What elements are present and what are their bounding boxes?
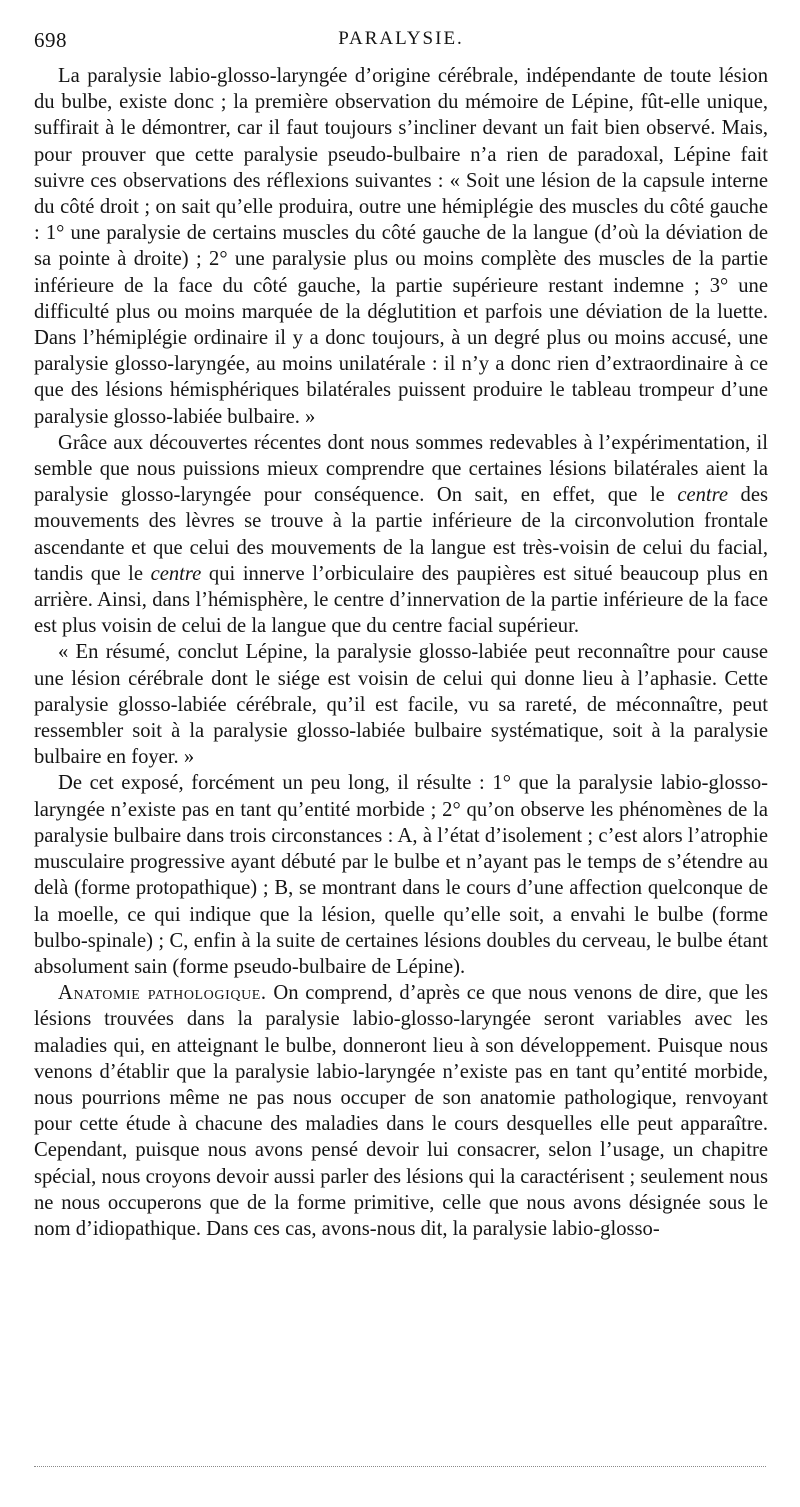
paragraph-5-text: On comprend, d’après ce que nous venons de dire, que les lésions trouvées dans la paralysie labio-glosso-laryngée seront variables avec les maladies qui, en atteignant le bulbe, donneront lieu à son développement. Puisque nous venons d’établir que la paralysie labio-laryngée n’existe pas en tant qu’entité morbide, nous pourrions même ne pas nous occuper de son anatomie pathologique, renvoyant pour cette étude à chacune des maladies dans le cours desquelles elle peut apparaître. Cependant, puisque nous avons pensé devoir lui consacrer, selon l’usage, un chapitre spécial, nous croyons devoir aussi parler des lésions qui la caractérisent ; seulement nous ne nous occuperons que de la forme primitive, celle que nous avons désignée sous le nom d’idiopathique. Dans ces cas, avons-nous dit, la paralysie labio-glosso- — [34, 982, 768, 1240]
paragraph-4: De cet exposé, forcément un peu long, il résulte : 1° que la paralysie labio-glosso-laryngée n’existe pas en tant qu’entité morbide ; 2° qu’on observe les phénomènes de la paralysie bulbaire dans trois circonstances : A, à l’état d’isolement ; c’est alors l’atrophie musculaire progressive ayant débuté par le bulbe et n’ayant pas le temps de s’étendre au delà (forme protopathique) ; B, se montrant dans le cours d’une affection quelconque de la moelle, ce qui indique que la lésion, quelle qu’elle soit, a envahi le bulbe (forme bulbo-spinale) ; C, enfin à la suite de certaines lésions doubles du cerveau, le bulbe étant absolument sain (forme pseudo-bulbaire de Lépine). — [34, 772, 768, 978]
paragraph-1: La paralysie labio-glosso-laryngée d’origine cérébrale, indépendante de toute lésion du bulbe, existe donc ; la première observation du mémoire de Lépine, fût-elle unique, suffirait à le démontrer, car il faut toujours s’incliner devant un fait bien observé. Mais, pour prouver que cette paralysie pseudo-bulbaire n’a rien de paradoxal, Lépine fait suivre ces observations des réflexions suivantes : « Soit une lésion de la capsule interne du côté droit ; on sait qu’elle produira, outre une hémiplégie des muscles du côté gauche : 1° une paralysie de certains muscles du côté gauche de la langue (d’où la déviation de sa pointe à droite) ; 2° une paralysie plus ou moins complète des muscles de la partie inférieure de la face du côté gauche, la partie supérieure restant indemne ; 3° une difficulté plus ou moins marquée de la déglutition et parfois une déviation de la luette. Dans l’hémiplégie ordinaire il y a donc toujours, à un degré plus ou moins accusé, une paralysie glosso-laryngée, au moins unilatérale : il n’y a donc rien d’extraordinaire à ce que des lésions hémisphériques bilatérales puissent produire le tableau trompeur d’une paralysie glosso-labiée bulbaire. » — [34, 65, 768, 428]
running-head — [34, 28, 768, 58]
paragraph-2-text-c: qui innerve l’orbiculaire des paupières est situé beaucoup plus en arrière. Ainsi, dans l’hémisphère, le centre d’innervation de la partie inférieure de la face est plus voisin de celui de la langue que du centre facial supérieur. — [34, 562, 769, 638]
running-title: PARALYSIE. — [338, 28, 464, 49]
section-heading-anatomie: Anatomie pathologique. — [58, 982, 267, 1005]
paragraph-2-emphasis-centre-2: centre — [150, 562, 202, 585]
paragraph-2 — [34, 430, 768, 640]
page-number: 698 — [34, 28, 67, 52]
paragraph-3-quote: « En résumé, conclut Lépine, la paralysie glosso-labiée peut reconnaître pour cause une lésion cérébrale dont le siége est voisin de celui qui donne lieu à l’aphasie. Cette paralysie glosso-labiée cérébrale, qu’il est facile, vu sa rareté, de méconnaître, peut ressembler soit à la paralysie glosso-labiée bulbaire systématique, soit à la paralysie bulbaire en foyer. » — [34, 641, 768, 769]
body-text — [34, 63, 768, 1242]
paragraph-2-text-a: Grâce aux découvertes récentes dont nous sommes redevables à l’expérimentation, il semble que nous puissions mieux comprendre que certaines lésions bilatérales aient la paralysie glosso-laryngée pour conséquence. On sait, en effet, que le — [34, 431, 768, 507]
paragraph-2-text-b: des mouvements des lèvres se trouve à la partie inférieure de la circonvolution frontale ascendante et que celui des mouvements de la langue est très-voisin de celui du facial, tandis que le — [34, 484, 768, 585]
footer-dotted-rule — [34, 1466, 766, 1467]
paragraph-2-emphasis-centre-1: centre — [677, 484, 729, 507]
paragraph-5 — [34, 980, 768, 1242]
